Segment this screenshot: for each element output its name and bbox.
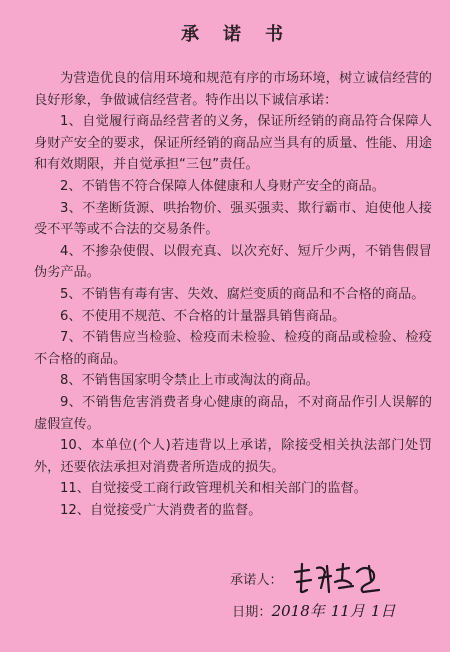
paragraph-item-11: 11、自觉接受工商行政管理机关和相关部门的监督。 <box>60 481 367 497</box>
paragraph-item-9: 9、不销售危害消费者身心健康的商品，不对商品作引人误解的虚假宣传。 <box>34 394 432 432</box>
paragraph-item-12: 12、自觉接受广大消费者的监督。 <box>60 502 262 518</box>
date-label: 日期： <box>232 605 272 620</box>
paragraph-item-6: 6、不使用不规范、不合格的计量器具销售商品。 <box>60 308 346 324</box>
paragraph-intro: 为营造优良的信用环境和规范有序的市场环境，树立诚信经营的良好形象，争做诚信经营者。特作出以下诚信承诺： <box>34 71 432 108</box>
date-day: 1日 <box>370 602 396 620</box>
paragraph-item-8: 8、不销售国家明令禁止上市或淘汰的商品。 <box>60 373 319 389</box>
date-year: 2018年 <box>271 602 325 620</box>
paragraph-item-7: 7、不销售应当检验、检疫而未检验、检疫的商品或检验、检疫不合格的商品。 <box>34 330 432 367</box>
paragraph-item-1: 1、自觉履行商品经营者的义务，保证所经销的商品符合保障人身财产安全的要求，保证所经销的商品应当具有的质量、性能、用途和有效期限，并自觉承担“三包”责任。 <box>34 114 432 173</box>
paragraph-item-5: 5、不销售有毒有害、失效、腐烂变质的商品和不合格的商品。 <box>60 286 425 302</box>
document-title: 承诺书 <box>181 24 307 45</box>
date-month: 11月 <box>330 602 365 620</box>
paragraph-item-3: 3、不垄断货源、哄抬物价、强买强卖、欺行霸市、迫使他人接受不平等或不合法的交易条件。 <box>34 200 432 238</box>
paragraph-item-4: 4、不掺杂使假、以假充真、以次充好、短斤少两，不销售假冒伪劣产品。 <box>34 243 432 281</box>
paragraph-item-10: 10、本单位(个人)若违背以上承诺，除接受相关执法部门处罚外，还要依法承担对消费者所造成的损失。 <box>34 438 432 475</box>
date-row <box>232 600 395 621</box>
signer-label: 承诺人： <box>230 572 283 588</box>
signer-row <box>230 560 387 596</box>
handwritten-signature <box>289 560 387 596</box>
paragraph-item-2: 2、不销售不符合保障人体健康和人身财产安全的商品。 <box>60 178 385 194</box>
